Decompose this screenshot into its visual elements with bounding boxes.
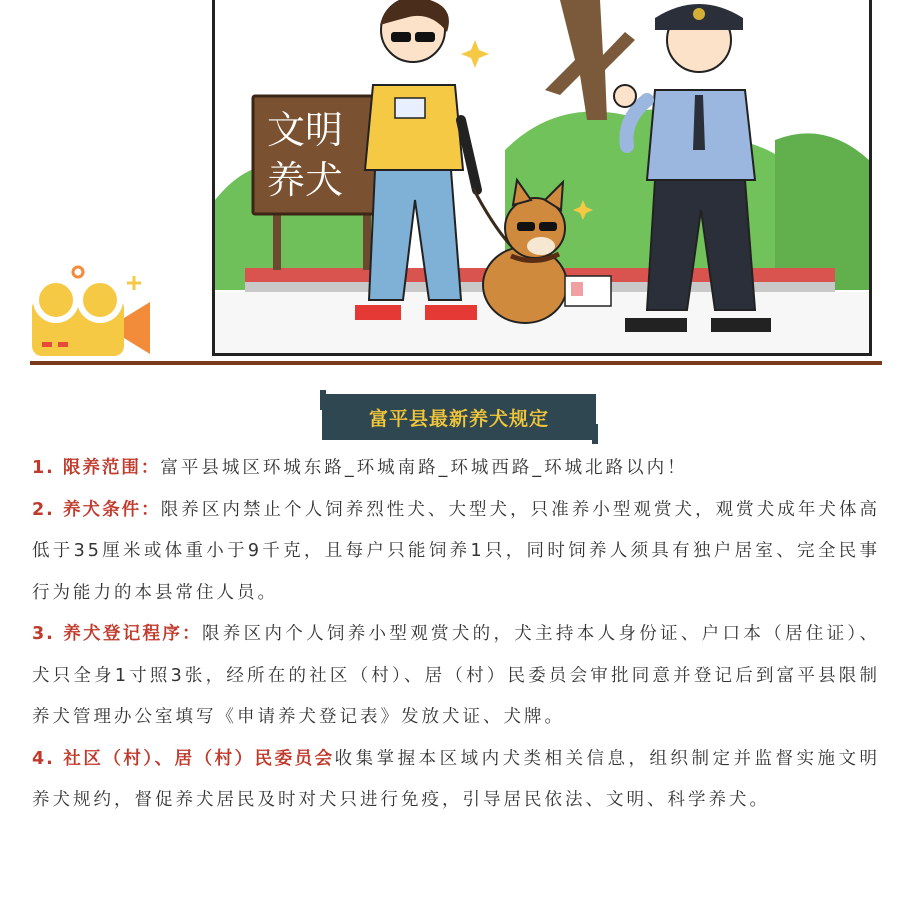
sign-text-line2: 养犬 [267,158,344,202]
regulation-item-3 [32,614,880,739]
item-heading: 2. 养犬条件： [32,499,161,520]
film-camera-icon [30,262,154,358]
section-title: 富平县最新养犬规定 [368,407,549,430]
section-divider [30,361,882,365]
item-body: 限养区内个人饲养小型观赏犬的，犬主持本人身份证、户口本（居住证）、犬只全身1寸照3张，经所在的社区（村）、居（村）民委员会审批同意并登记后到富平县限制养犬管理办公室填写《申请养犬登记表》发放犬证、犬牌。 [32,624,880,727]
regulation-content [32,448,880,822]
item-heading: 3. 养犬登记程序： [32,624,202,644]
regulation-item-1 [32,448,880,490]
item-heading: 1. 限养范围： [32,458,161,478]
regulation-item-2 [32,490,880,615]
item-heading: 4. 社区（村）、居（村）民委员会 [32,748,335,769]
item-body: 收集掌握本区域内犬类相关信息，组织制定并监督实施文明养犬规约，督促养犬居民及时对犬只进行免疫，引导居民依法、文明、科学养犬。 [32,748,881,810]
item-body: 富平县城区环城东路_环城南路_环城西路_环城北路以内！ [160,458,688,478]
illustration [212,0,872,356]
civilized-dog-keeping-illustration [215,0,869,353]
sign-text-line1: 文明 [267,108,344,152]
item-body: 限养区内禁止个人饲养烈性犬、大型犬，只准养小型观赏犬，观赏犬成年犬体高低于35厘米或体重小于9千克，且每户只能饲养1只，同时饲养人须具有独户居室、完全民事行为能力的本县常住人员。 [32,499,880,603]
section-title-box [322,394,596,440]
regulation-item-4 [32,739,880,822]
